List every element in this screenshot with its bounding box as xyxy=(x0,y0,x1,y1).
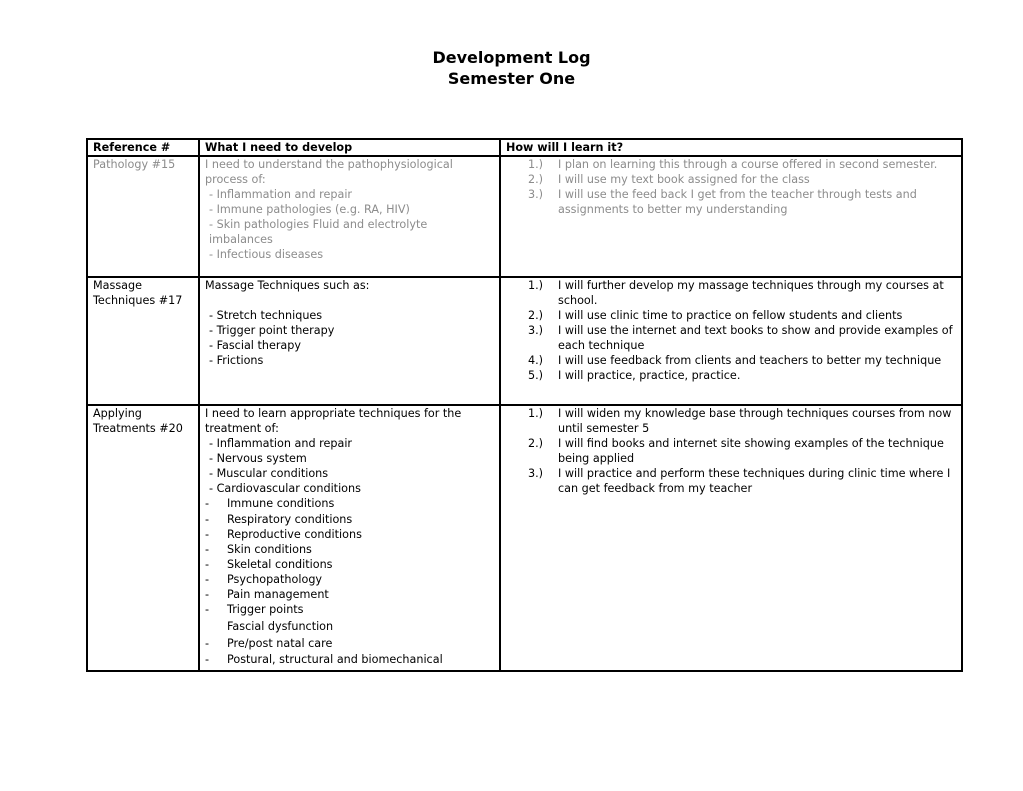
item-text: I will further develop my massage techniques through my courses at school. xyxy=(558,279,944,307)
bullet-text: Respiratory conditions xyxy=(227,513,353,526)
bullet-marker: - xyxy=(205,528,210,541)
develop-item: - Trigger point therapy xyxy=(209,324,335,337)
item-number: 1.) xyxy=(528,407,544,420)
bullet-marker: - xyxy=(205,543,210,556)
bullet-text: Trigger points xyxy=(227,603,304,616)
item-number: 2.) xyxy=(528,309,544,322)
item-text: I will use clinic time to practice on fellow students and clients xyxy=(558,309,903,322)
reference-cell: Massage Techniques #17 xyxy=(87,277,199,405)
list-item xyxy=(528,187,956,217)
item-number: 3.) xyxy=(528,467,544,480)
document-title-block xyxy=(0,47,1023,89)
column-header-learn: How will I learn it? xyxy=(500,139,962,156)
learn-cell xyxy=(500,405,962,671)
develop-item: - Inflammation and repair xyxy=(209,437,353,450)
develop-item: - Inflammation and repair xyxy=(209,188,353,201)
develop-bullet xyxy=(205,587,494,602)
list-item xyxy=(528,436,956,466)
develop-item: - Cardiovascular conditions xyxy=(209,482,361,495)
develop-item: - Nervous system xyxy=(209,452,307,465)
develop-item: - Frictions xyxy=(209,354,264,367)
develop-item: - Immune pathologies (e.g. RA, HIV) xyxy=(209,203,410,216)
learn-cell xyxy=(500,277,962,405)
table-header-row xyxy=(87,139,962,156)
bullet-marker: - xyxy=(205,653,210,666)
reference-cell: Pathology #15 xyxy=(87,156,199,277)
bullet-text: Skeletal conditions xyxy=(227,558,333,571)
column-header-reference: Reference # xyxy=(87,139,199,156)
develop-bullet xyxy=(205,572,494,587)
develop-cell xyxy=(199,277,500,405)
learn-list xyxy=(506,157,956,217)
table-row xyxy=(87,277,962,405)
document-subtitle: Semester One xyxy=(447,69,576,88)
learn-list xyxy=(506,278,956,383)
bullet-text: Psychopathology xyxy=(227,573,323,586)
learn-list xyxy=(506,406,956,496)
item-text: I will use the feed back I get from the teacher through tests and assignments to better my understanding xyxy=(558,188,917,216)
bullet-text: Skin conditions xyxy=(227,543,312,556)
bullet-text: Pain management xyxy=(227,588,329,601)
item-text: I will find books and internet site showing examples of the technique being applied xyxy=(558,437,944,465)
item-text: I plan on learning this through a course offered in second semester. xyxy=(558,158,938,171)
item-text: I will practice and perform these techniques during clinic time where I can get feedback from my teacher xyxy=(558,467,951,495)
item-text: I will use the internet and text books to show and provide examples of each technique xyxy=(558,324,953,352)
reference-cell: Applying Treatments #20 xyxy=(87,405,199,671)
item-text: I will practice, practice, practice. xyxy=(558,369,741,382)
item-number: 2.) xyxy=(528,437,544,450)
item-number: 3.) xyxy=(528,188,544,201)
table-row xyxy=(87,156,962,277)
develop-item: - Muscular conditions xyxy=(209,467,329,480)
develop-bullet xyxy=(205,557,494,572)
list-item xyxy=(528,353,956,368)
item-number: 3.) xyxy=(528,324,544,337)
bullet-marker: - xyxy=(205,588,210,601)
list-item xyxy=(528,278,956,308)
bullet-marker: - xyxy=(205,637,210,650)
blank-line xyxy=(205,293,494,308)
develop-intro: I need to learn appropriate techniques for the treatment of: xyxy=(205,407,465,435)
develop-bullet xyxy=(205,512,494,527)
develop-bullet xyxy=(205,527,494,542)
item-text: I will widen my knowledge base through techniques courses from now until semester 5 xyxy=(558,407,952,435)
bullet-text: Pre/post natal care xyxy=(227,637,333,650)
list-item xyxy=(528,157,956,172)
develop-cell xyxy=(199,405,500,671)
bullet-marker: - xyxy=(205,513,210,526)
develop-bullet xyxy=(205,602,494,618)
item-text: I will use my text book assigned for the class xyxy=(558,173,810,186)
develop-cell xyxy=(199,156,500,277)
bullet-text: Reproductive conditions xyxy=(227,528,362,541)
develop-bullet xyxy=(205,542,494,557)
bullet-text: Postural, structural and biomechanical xyxy=(227,653,443,666)
item-number: 2.) xyxy=(528,173,544,186)
development-log-table xyxy=(86,138,963,672)
document-title: Development Log xyxy=(432,48,591,67)
list-item xyxy=(528,368,956,383)
item-number: 1.) xyxy=(528,279,544,292)
list-item xyxy=(528,466,956,496)
list-item xyxy=(528,172,956,187)
bullet-marker: - xyxy=(205,497,210,510)
list-item xyxy=(528,308,956,323)
develop-item: - Infectious diseases xyxy=(209,248,324,261)
column-header-develop: What I need to develop xyxy=(199,139,500,156)
develop-bullet xyxy=(205,652,494,667)
list-item xyxy=(528,406,956,436)
list-item xyxy=(528,323,956,353)
develop-item: - Skin pathologies Fluid and electrolyte imbalances xyxy=(209,218,431,246)
develop-plain-item: Fascial dysfunction xyxy=(227,620,334,633)
bullet-text: Immune conditions xyxy=(227,497,335,510)
bullet-marker: - xyxy=(205,603,210,616)
develop-intro: Massage Techniques such as: xyxy=(205,279,370,292)
learn-cell xyxy=(500,156,962,277)
bullet-marker: - xyxy=(205,558,210,571)
item-number: 4.) xyxy=(528,354,544,367)
item-text: I will use feedback from clients and teachers to better my technique xyxy=(558,354,942,367)
develop-intro: I need to understand the pathophysiological process of: xyxy=(205,158,457,186)
table-row xyxy=(87,405,962,671)
develop-bullet xyxy=(205,496,494,512)
item-number: 5.) xyxy=(528,369,544,382)
develop-item: - Stretch techniques xyxy=(209,309,323,322)
item-number: 1.) xyxy=(528,158,544,171)
develop-item: - Fascial therapy xyxy=(209,339,302,352)
bullet-marker: - xyxy=(205,573,210,586)
develop-bullet xyxy=(205,636,494,652)
